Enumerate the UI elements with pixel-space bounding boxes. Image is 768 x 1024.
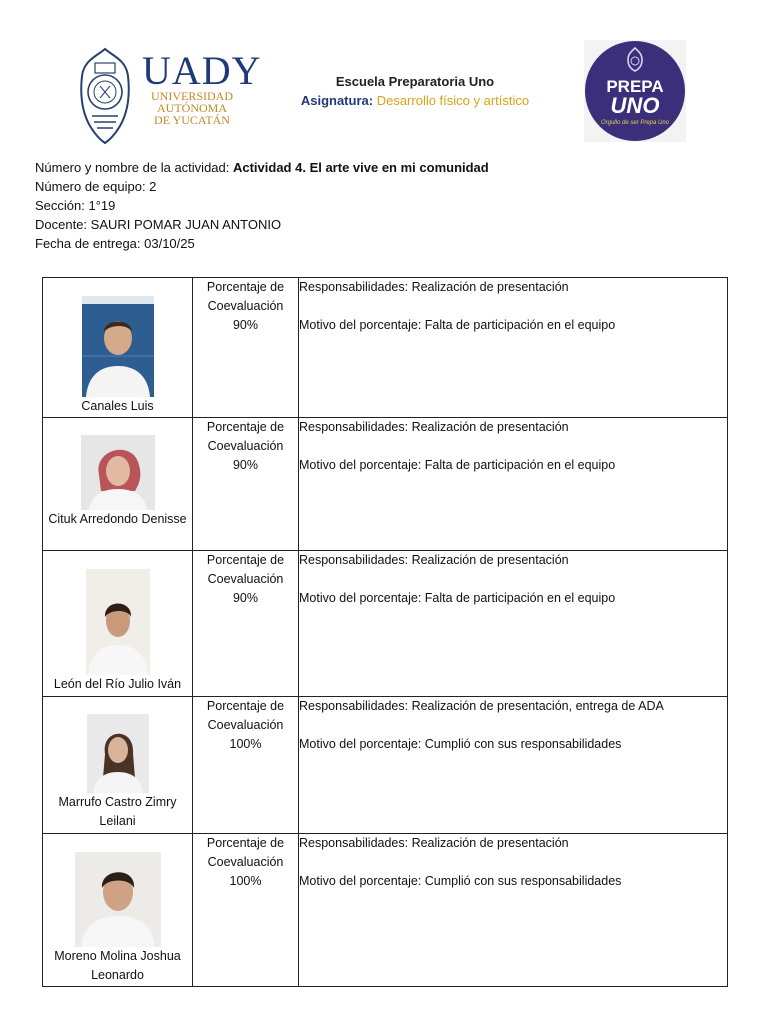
table-row (43, 834, 728, 987)
delivery-date: Fecha de entrega: 03/10/25 (35, 236, 195, 251)
prepa-logo-line2: UNO (610, 93, 660, 118)
percentage-cell (193, 697, 299, 834)
percentage-value: 100% (229, 874, 262, 888)
table-row (43, 278, 728, 418)
percentage-label-1: Porcentaje de (206, 553, 285, 567)
responsibilities-text: Responsabilidades: Realización de presentación (299, 280, 569, 294)
percentage-cell (193, 278, 299, 418)
prepa-logo-line1: PREPA (606, 77, 664, 96)
percentage-label-1: Porcentaje de (206, 280, 285, 294)
percentage-label-1: Porcentaje de (206, 699, 285, 713)
responsibilities-cell (299, 834, 728, 987)
percentage-label-1: Porcentaje de (206, 420, 285, 434)
percentage-label-2: Coevaluación (207, 718, 284, 732)
table-row (43, 697, 728, 834)
responsibilities-cell (299, 278, 728, 418)
team-number: Número de equipo: 2 (35, 179, 157, 194)
responsibilities-text: Responsabilidades: Realización de presentación, entrega de ADA (299, 699, 664, 713)
percentage-value: 90% (232, 591, 259, 605)
member-photo (82, 296, 154, 397)
member-cell (43, 551, 193, 697)
uady-acronym: UADY (142, 48, 262, 93)
member-cell (43, 418, 193, 551)
university-seal-icon (78, 46, 132, 146)
percentage-label-1: Porcentaje de (206, 836, 285, 850)
subject-label: Asignatura: (300, 93, 374, 108)
prepa-logo-tagline: Orgullo de ser Prepa Uno (600, 120, 670, 126)
reason-text: Motivo del porcentaje: Falta de participación en el equipo (299, 591, 616, 605)
percentage-label-2: Coevaluación (207, 299, 284, 313)
uady-line-2: AUTÓNOMA (157, 101, 227, 115)
reason-text: Motivo del porcentaje: Falta de participación en el equipo (299, 458, 616, 472)
school-header (280, 72, 550, 110)
percentage-value: 100% (229, 737, 262, 751)
school-name: Escuela Preparatoria Uno (335, 74, 495, 89)
percentage-label-2: Coevaluación (207, 439, 284, 453)
member-name: Moreno Molina Joshua Leonardo (54, 949, 181, 982)
reason-text: Motivo del porcentaje: Falta de participación en el equipo (299, 318, 616, 332)
table-row (43, 551, 728, 697)
member-photo (75, 852, 161, 947)
responsibilities-cell (299, 551, 728, 697)
percentage-value: 90% (232, 318, 259, 332)
percentage-value: 90% (232, 458, 259, 472)
uady-logo (142, 48, 262, 127)
reason-text: Motivo del porcentaje: Cumplió con sus responsabilidades (299, 737, 622, 751)
responsibilities-cell (299, 697, 728, 834)
responsibilities-text: Responsabilidades: Realización de presentación (299, 553, 569, 567)
percentage-cell (193, 418, 299, 551)
responsibilities-cell (299, 418, 728, 551)
section: Sección: 1°19 (35, 198, 116, 213)
percentage-label-2: Coevaluación (207, 855, 284, 869)
reason-text: Motivo del porcentaje: Cumplió con sus responsabilidades (299, 874, 622, 888)
responsibilities-text: Responsabilidades: Realización de presentación (299, 836, 569, 850)
subject-line (280, 91, 550, 110)
member-photo (86, 569, 150, 675)
activity-info (35, 158, 489, 253)
member-name: Canales Luis (81, 399, 154, 413)
activity-line (35, 158, 489, 177)
member-photo (87, 714, 149, 793)
subject-value: Desarrollo físico y artístico (376, 93, 530, 108)
uady-line-1: UNIVERSIDAD (151, 89, 233, 103)
member-cell (43, 834, 193, 987)
activity-title: Actividad 4. El arte vive en mi comunidad (232, 160, 489, 175)
prepa-uno-logo (584, 40, 686, 142)
responsibilities-text: Responsabilidades: Realización de presentación (299, 420, 569, 434)
percentage-label-2: Coevaluación (207, 572, 284, 586)
member-photo (81, 435, 155, 510)
coevaluation-table (42, 277, 728, 987)
percentage-cell (193, 551, 299, 697)
member-name: Marrufo Castro Zimry Leilani (58, 795, 177, 828)
activity-label: Número y nombre de la actividad: (35, 160, 233, 175)
member-cell (43, 278, 193, 418)
teacher: Docente: SAURI POMAR JUAN ANTONIO (35, 217, 282, 232)
member-cell (43, 697, 193, 834)
member-name: León del Río Julio Iván (53, 677, 182, 691)
member-name: Cituk Arredondo Denisse (48, 512, 187, 526)
table-row (43, 418, 728, 551)
uady-line-3: DE YUCATÁN (154, 113, 230, 127)
percentage-cell (193, 834, 299, 987)
